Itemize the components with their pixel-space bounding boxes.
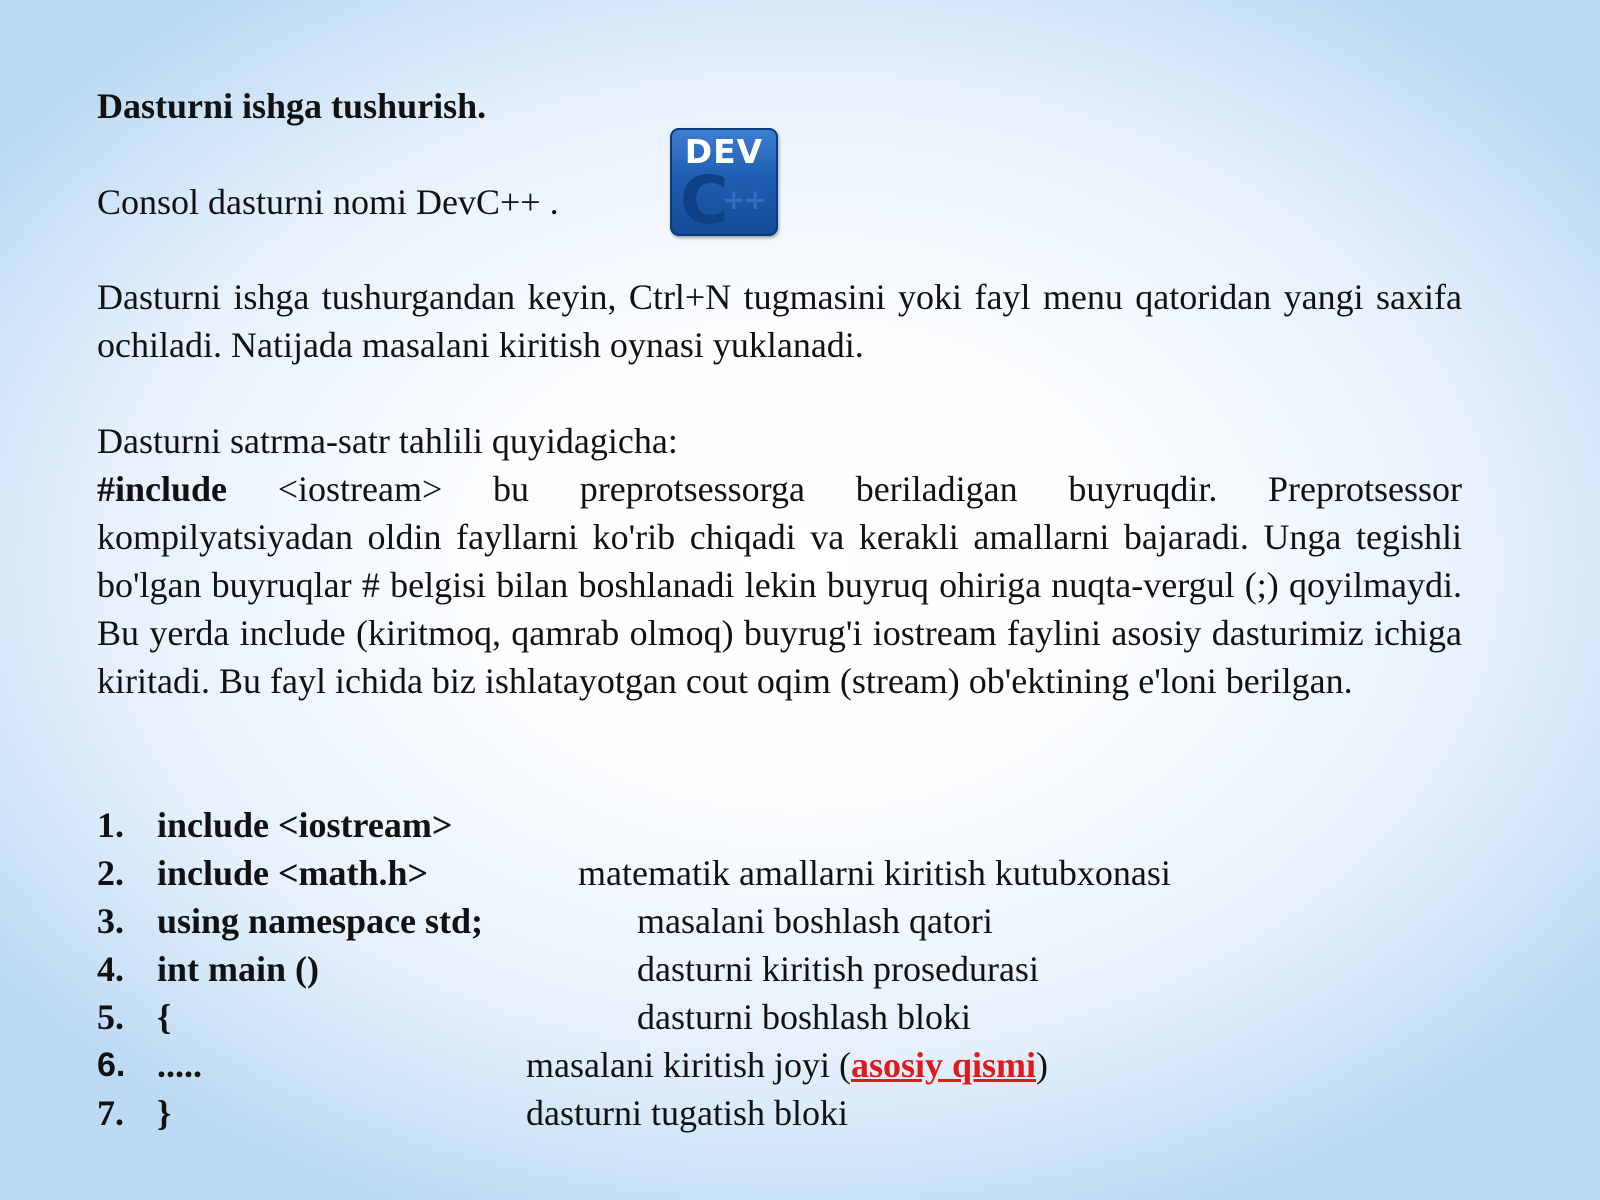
analysis-paragraph [97, 417, 1462, 705]
analysis-lead: Dasturni satrma-satr tahlili quyidagicha: [97, 421, 678, 461]
desc-prefix: masalani kiritish joyi ( [526, 1045, 851, 1085]
code-line-5 [97, 993, 1397, 1041]
code-line-6 [97, 1041, 1397, 1089]
highlight-main-part: asosiy qismi [850, 1045, 1036, 1085]
slide-title: Dasturni ishga tushurish. [97, 86, 487, 126]
code-description: dasturni boshlash bloki [637, 997, 971, 1037]
line-number: 5. [97, 997, 124, 1037]
analysis-body: <iostream> bu preprotsessorga beriladigan buyruqdir. Preprotsessor kompilyatsiyadan oldin fayllarni ko'rib chiqadi va kerakli amallarni bajaradi. Unga tegishli bo'lgan buyruqlar # belgisi bilan boshlanadi lekin buyruq ohiriga nuqta-vergul (;) qoyilmaydi. Bu yerda include (kiritmoq, qamrab olmoq) buyrug'i iostream faylini asosiy dasturimiz ichiga kiritadi. Bu fayl ichida biz ishlatayotgan cout oqim (stream) ob'ektining e'loni berilgan. [97, 469, 1462, 701]
logo-plus-text: ++ [722, 183, 765, 216]
code-description [526, 1041, 1048, 1089]
desc-suffix: ) [1036, 1045, 1048, 1085]
line-number: 3. [97, 901, 124, 941]
code-text: ..... [157, 1045, 202, 1085]
line-number: 6. [97, 1046, 126, 1084]
code-list [97, 801, 1397, 1137]
line-number: 2. [97, 853, 124, 893]
code-text: } [157, 1093, 172, 1133]
code-text: include <iostream> [157, 805, 453, 845]
line-number: 7. [97, 1093, 124, 1133]
code-text: { [157, 997, 172, 1037]
code-line-4 [97, 945, 1397, 993]
devcpp-logo [670, 128, 778, 236]
launch-instructions: Dasturni ishga tushurgandan keyin, Ctrl+N tugmasini yoki fayl menu qatoridan yangi saxifa ochiladi. Natijada masalani kiritish oynasi yuklanadi. [97, 277, 1462, 365]
include-keyword: #include [97, 469, 228, 509]
code-description: dasturni tugatish bloki [526, 1093, 848, 1133]
code-text: int main () [157, 949, 319, 989]
line-number: 1. [97, 805, 124, 845]
line-number: 4. [97, 949, 124, 989]
logo-c-text: C [680, 162, 729, 236]
code-text: using namespace std; [157, 901, 484, 941]
code-description: matematik amallarni kiritish kutubxonasi [578, 853, 1171, 893]
code-line-2 [97, 849, 1397, 897]
code-line-7 [97, 1089, 1397, 1137]
code-line-3 [97, 897, 1397, 945]
code-text: include <math.h> [157, 853, 429, 893]
code-description: dasturni kiritish prosedurasi [637, 949, 1039, 989]
code-line-1 [97, 801, 1397, 849]
code-description: masalani boshlash qatori [637, 901, 993, 941]
logo-dev-text: DEV [684, 132, 764, 171]
console-program-name: Consol dasturni nomi DevC++ . [97, 182, 559, 222]
